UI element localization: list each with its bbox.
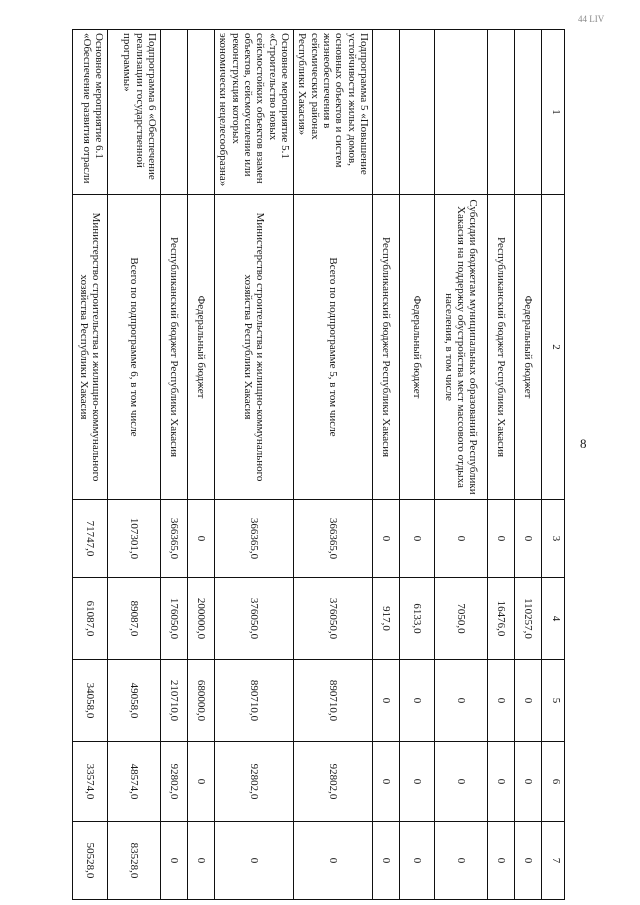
value-cell: 83528,0: [108, 822, 161, 900]
budget-table: [72, 29, 565, 900]
table-row: [108, 30, 161, 900]
table-row: [488, 30, 515, 900]
value-cell: 366365,0: [215, 500, 294, 578]
value-cell: 0: [294, 822, 373, 900]
value-cell: 0: [435, 660, 488, 742]
program-cell: Основное мероприятие 5.1 «Строительство новых сейсмостойких объектов взамен объектов, сейсмоусиление или реконструкция которых экономически нецелесообразна»: [215, 30, 294, 195]
value-cell: 0: [400, 822, 435, 900]
archive-stamp: 44 LIV: [578, 14, 605, 24]
program-cell: Основное мероприятие 6.1 «Обеспечение развития отрасли: [73, 30, 108, 195]
value-cell: 890710,0: [294, 660, 373, 742]
table-row: [215, 30, 294, 900]
header-cell: 7: [542, 822, 565, 900]
value-cell: 0: [488, 822, 515, 900]
source-cell: Республиканский бюджет Республики Хакасия: [488, 195, 515, 500]
header-cell: 4: [542, 578, 565, 660]
table-row: [188, 30, 215, 900]
value-cell: 0: [488, 660, 515, 742]
value-cell: 107301,0: [108, 500, 161, 578]
value-cell: 0: [515, 742, 542, 822]
value-cell: 200000,0: [188, 578, 215, 660]
value-cell: 50528,0: [73, 822, 108, 900]
value-cell: 71747,0: [73, 500, 108, 578]
value-cell: 34058,0: [73, 660, 108, 742]
value-cell: 376050,0: [294, 578, 373, 660]
value-cell: 0: [373, 660, 400, 742]
source-cell: Республиканский бюджет Республики Хакасия: [373, 195, 400, 500]
value-cell: 0: [435, 822, 488, 900]
rotated-table-sheet: [70, 29, 565, 899]
value-cell: 0: [488, 500, 515, 578]
value-cell: 0: [188, 500, 215, 578]
source-cell: Федеральный бюджет: [188, 195, 215, 500]
table-row: [400, 30, 435, 900]
table-row: [435, 30, 488, 900]
program-cell: [373, 30, 400, 195]
header-cell: 2: [542, 195, 565, 500]
value-cell: 89087,0: [108, 578, 161, 660]
value-cell: 7050,0: [435, 578, 488, 660]
value-cell: 0: [515, 822, 542, 900]
header-cell: 5: [542, 660, 565, 742]
value-cell: 210710,0: [161, 660, 188, 742]
value-cell: 0: [515, 500, 542, 578]
program-cell: Подпрограмма 5 «Повышение устойчивости жилых домов, основных объектов и систем жизнеобеспечения в сейсмических районах Республики Хакасия»: [294, 30, 373, 195]
source-cell: Субсидии бюджетам муниципальных образований Республики Хакасия на поддержку обустройства мест массового отдыха населения, в том числе: [435, 195, 488, 500]
table-row: [294, 30, 373, 900]
table-row: [515, 30, 542, 900]
program-cell: [435, 30, 488, 195]
source-cell: Республиканский бюджет Республики Хакасия: [161, 195, 188, 500]
program-cell: [515, 30, 542, 195]
value-cell: 376050,0: [215, 578, 294, 660]
value-cell: 0: [161, 822, 188, 900]
table-row: [73, 30, 108, 900]
value-cell: 366365,0: [294, 500, 373, 578]
value-cell: 917,0: [373, 578, 400, 660]
header-cell: 6: [542, 742, 565, 822]
program-cell: [488, 30, 515, 195]
value-cell: 0: [373, 822, 400, 900]
value-cell: 0: [188, 742, 215, 822]
header-cell: 3: [542, 500, 565, 578]
table-row: [161, 30, 188, 900]
value-cell: 0: [435, 500, 488, 578]
program-cell: Подпрограмма 6 «Обеспечение реализации государственной программы»: [108, 30, 161, 195]
value-cell: 366365,0: [161, 500, 188, 578]
value-cell: 110257,0: [515, 578, 542, 660]
value-cell: 0: [488, 742, 515, 822]
value-cell: 890710,0: [215, 660, 294, 742]
value-cell: 680000,0: [188, 660, 215, 742]
value-cell: 0: [400, 660, 435, 742]
source-cell: Всего по подпрограмме 5, в том числе: [294, 195, 373, 500]
header-row: [542, 30, 565, 900]
table-row: [373, 30, 400, 900]
value-cell: 0: [373, 742, 400, 822]
source-cell: Министерство строительства и жилищно-коммунального хозяйства Республики Хакасия: [215, 195, 294, 500]
value-cell: 0: [215, 822, 294, 900]
value-cell: 0: [400, 742, 435, 822]
value-cell: 92802,0: [161, 742, 188, 822]
program-cell: [400, 30, 435, 195]
value-cell: 61087,0: [73, 578, 108, 660]
value-cell: 0: [435, 742, 488, 822]
value-cell: 6133,0: [400, 578, 435, 660]
source-cell: Федеральный бюджет: [515, 195, 542, 500]
value-cell: 48574,0: [108, 742, 161, 822]
value-cell: 0: [400, 500, 435, 578]
header-cell: 1: [542, 30, 565, 195]
program-cell: [188, 30, 215, 195]
value-cell: 49058,0: [108, 660, 161, 742]
program-cell: [161, 30, 188, 195]
value-cell: 176050,0: [161, 578, 188, 660]
value-cell: 0: [373, 500, 400, 578]
value-cell: 16476,0: [488, 578, 515, 660]
value-cell: 0: [515, 660, 542, 742]
source-cell: Федеральный бюджет: [400, 195, 435, 500]
value-cell: 33574,0: [73, 742, 108, 822]
value-cell: 92802,0: [215, 742, 294, 822]
source-cell: Министерство строительства и жилищно-коммунального хозяйства Республики Хакасия: [73, 195, 108, 500]
page-number: 8: [580, 436, 587, 451]
value-cell: 92802,0: [294, 742, 373, 822]
value-cell: 0: [188, 822, 215, 900]
source-cell: Всего по подпрограмме 6, в том числе: [108, 195, 161, 500]
